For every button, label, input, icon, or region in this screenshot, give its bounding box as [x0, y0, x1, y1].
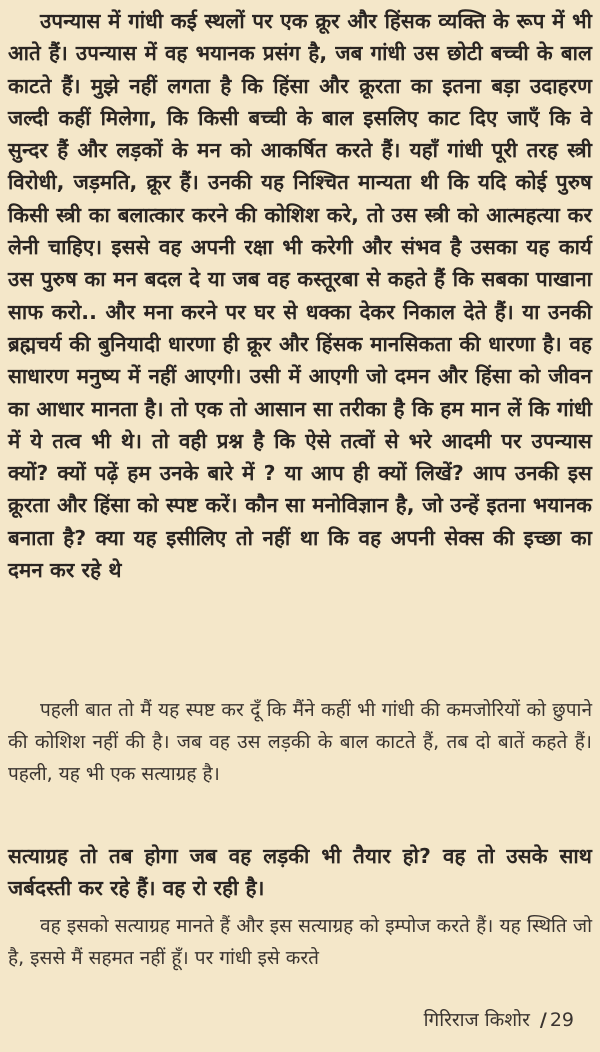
question-paragraph-2: सत्याग्रह तो तब होगा जब वह लड़की भी तैयार हो? वह तो उसके साथ जर्बदस्ती कर रहे हैं। वह रो रही है। — [8, 844, 592, 901]
footer-separator: / — [539, 1009, 547, 1031]
answer-paragraph-1: पहली बात तो मैं यह स्पष्ट कर दूँ कि मैंने कहीं भी गांधी की कमजोरियों को छुपाने की कोशिश नहीं की है। जब वह उस लड़की के बाल काटते हैं, तब दो बातें कहते हैं। पहली, यह भी एक सत्याग्रह है। — [8, 699, 592, 785]
answer-paragraph-2: वह इसको सत्याग्रह मानते हैं और इस सत्याग्रह को इम्पोज करते हैं। यह स्थिति जो है, इससे मैं सहमत नहीं हूँ। पर गांधी इसे करते — [8, 915, 592, 969]
question-paragraph: उपन्यास में गांधी कई स्थलों पर एक क्रूर और हिंसक व्यक्ति के रूप में भी आते हैं। उपन्यास में वह भयानक प्रसंग है, जब गांधी उस छोटी बच्ची के बाल काटते हैं। मुझे नहीं लगता है कि हिंसा और क्रूरता का इतना बड़ा उदाहरण जल्दी कहीं मिलेगा, कि किसी बच्ची के बाल इसलिए काट दिए जाएँ कि वे सुन्दर हैं और लड़कों के मन को आकर्षित करते हैं। यहाँ गांधी पूरी तरह स्त्री विरोधी, जड़मति, क्रूर हैं। उनकी यह निश्चित मान्यता थी कि यदि कोई पुरुष किसी स्त्री का बलात्कार करने की कोशिश करे, तो उस स्त्री को आत्महत्या कर लेनी चाहिए। इससे वह अपनी रक्षा भी करेगी और संभव है उसका यह कार्य उस पुरुष का मन बदल दे या जब वह कस्तूरबा से कहते हैं कि सबका पाखाना साफ करो.. और मना करने पर घर से धक्का देकर निकाल देते हैं। या उनकी ब्रह्मचर्य की बुनियादी धारणा ही क्रूर और हिंसक मानसिकता की धारणा है। वह साधारण मनुष्य में नहीं आएगी। उसी में आएगी जो दमन और हिंसा को जीवन का आधार मानता है। तो एक तो आसान सा तरीका है कि हम मान लें कि गांधी में ये तत्व भी थे। तो वही प्रश्न है कि ऐसे तत्वों से भरे आदमी पर उपन्यास क्यों? क्यों पढ़ें हम उनके बारे में ? या आप ही क्यों लिखें? आप उनकी इस क्रूरता और हिंसा को स्पष्ट करें। कौन सा मनोविज्ञान है, जो उन्हें इतना भयानक बनाता है? क्या यह इसीलिए तो नहीं था कि वह अपनी सेक्स की इच्छा का दमन कर रहे थे — [8, 9, 592, 583]
page-number: 29 — [549, 1009, 574, 1031]
page-footer — [424, 1006, 574, 1032]
author-name: गिरिराज किशोर — [423, 1009, 530, 1031]
